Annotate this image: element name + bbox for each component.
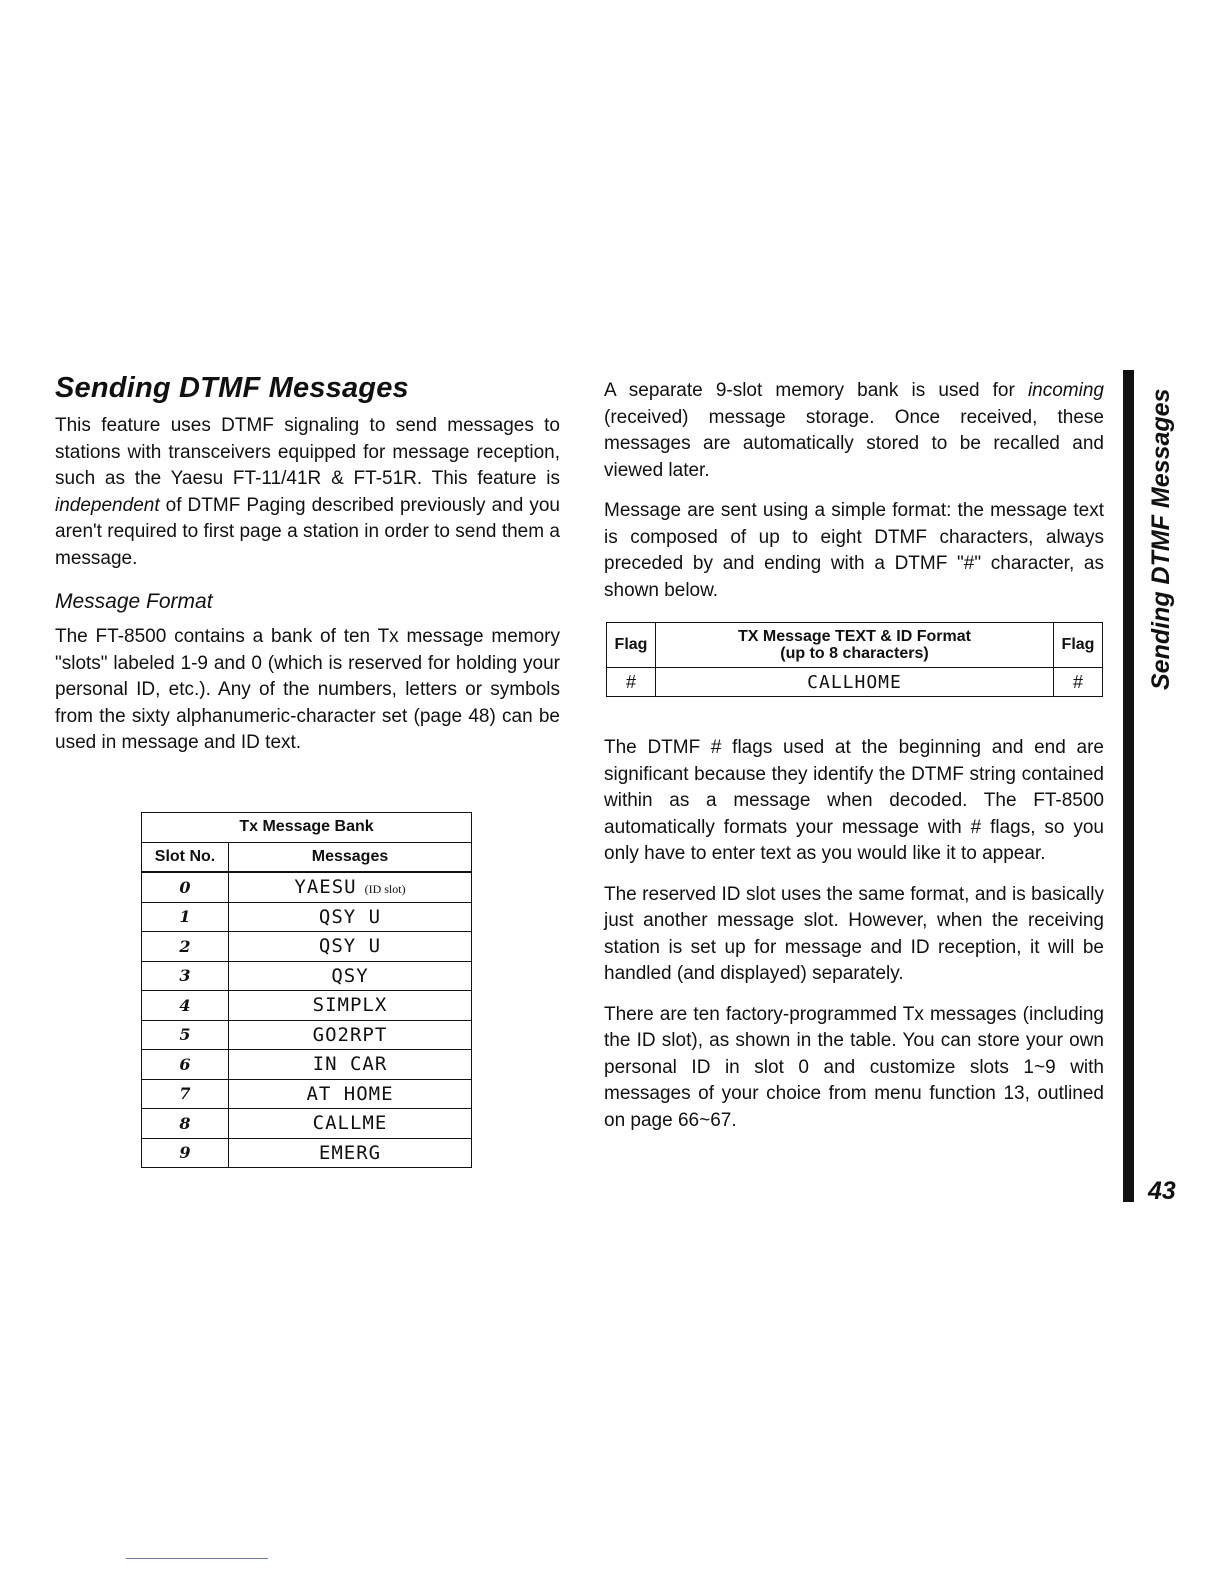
incoming-paragraph: A separate 9-slot memory bank is used for incoming (received) message storage. Once received, these messages are automatically stored to be recalled and viewed later. xyxy=(604,380,1104,481)
flag-header-left: Flag xyxy=(607,623,656,668)
message-cell: AT HOME xyxy=(229,1079,472,1109)
flag-hash-left: # xyxy=(607,668,656,697)
slot-number: 4 xyxy=(142,991,229,1021)
section-title: Sending DTMF Messages xyxy=(55,372,409,404)
table-row xyxy=(142,1050,472,1080)
slot-number: 5 xyxy=(142,1020,229,1050)
message-format-table xyxy=(606,622,1103,697)
message-cell: IN CAR xyxy=(229,1050,472,1080)
side-section-title: Sending DTMF Messages xyxy=(1147,388,1175,690)
slot-number: 7 xyxy=(142,1079,229,1109)
table-row xyxy=(142,961,472,991)
flag-header-right: Flag xyxy=(1054,623,1103,668)
slot-number: 3 xyxy=(142,961,229,991)
id-slot-note: (ID slot) xyxy=(364,882,406,897)
tx-message-bank-table xyxy=(141,812,472,1168)
table-row xyxy=(142,932,472,962)
slot-number: 6 xyxy=(142,1050,229,1080)
message-cell: GO2RPT xyxy=(229,1020,472,1050)
slot-column-header: Slot No. xyxy=(142,842,229,872)
table-row xyxy=(142,1020,472,1050)
emphasis-incoming: incoming xyxy=(1027,380,1104,401)
subsection-title: Message Format xyxy=(55,590,213,613)
table-row xyxy=(142,1109,472,1139)
format-description-paragraph: Message are sent using a simple format: the message text is composed of up to eight DTMF characters, always preceded by and ending with a DTMF "#" character, as shown below. xyxy=(604,500,1104,601)
left-column xyxy=(55,372,560,771)
slot-number: 8 xyxy=(142,1109,229,1139)
page-number: 43 xyxy=(1148,1177,1176,1205)
message-cell: YAESU (ID slot) xyxy=(229,872,472,902)
message-cell: QSY xyxy=(229,961,472,991)
right-column xyxy=(604,378,1104,1148)
format-paragraph: The FT-8500 contains a bank of ten Tx message memory "slots" labeled 1-9 and 0 (which is reserved for holding your personal ID, etc.). Any of the numbers, letters or symbols from the sixty alphanumeric-character set (page 48) can be used in message and ID text. xyxy=(55,626,560,753)
intro-paragraph: This feature uses DTMF signaling to send messages to stations with transceivers equipped for message reception, such as the Yaesu FT-11/41R & FT-51R. This feature is independent of DTMF Paging described previously and you aren't required to first page a station in order to send them a message. xyxy=(55,415,560,569)
id-slot-paragraph: The reserved ID slot uses the same format, and is basically just another message slot. However, when the receiving station is set up for message and ID reception, it will be handled (and displayed) separately. xyxy=(604,883,1104,984)
message-cell: QSY U xyxy=(229,902,472,932)
flag-hash-right: # xyxy=(1054,668,1103,697)
slot-number: 9 xyxy=(142,1138,229,1168)
slot-number: 2 xyxy=(142,932,229,962)
format-header: TX Message TEXT & ID Format (up to 8 characters) xyxy=(656,623,1054,668)
table-row xyxy=(142,902,472,932)
table-row xyxy=(142,1079,472,1109)
table-row xyxy=(142,1138,472,1168)
slot-number: 1 xyxy=(142,902,229,932)
table-row xyxy=(142,991,472,1021)
table-row xyxy=(142,872,472,902)
flags-paragraph: The DTMF # flags used at the beginning and end are significant because they identify the DTMF string contained within as a message when decoded. The FT-8500 automatically formats your message with # flags, so you only have to enter text as you would like it to appear. xyxy=(604,737,1104,864)
factory-messages-paragraph: There are ten factory-programmed Tx messages (including the ID slot), as shown in the table. You can store your own personal ID in slot 0 and customize slots 1~9 with messages of your choice from menu function 13, outlined on page 66~67. xyxy=(604,1003,1104,1131)
messages-column-header: Messages xyxy=(229,842,472,872)
emphasis-independent: independent xyxy=(55,494,160,516)
example-message: CALLHOME xyxy=(656,668,1054,697)
slot-number: 0 xyxy=(142,872,229,902)
message-cell: SIMPLX xyxy=(229,991,472,1021)
footer-rule xyxy=(126,1558,268,1559)
bank-table-title: Tx Message Bank xyxy=(142,813,472,843)
message-cell: EMERG xyxy=(229,1138,472,1168)
message-cell: QSY U xyxy=(229,932,472,962)
side-tab-bar xyxy=(1123,370,1134,1202)
message-cell: CALLME xyxy=(229,1109,472,1139)
